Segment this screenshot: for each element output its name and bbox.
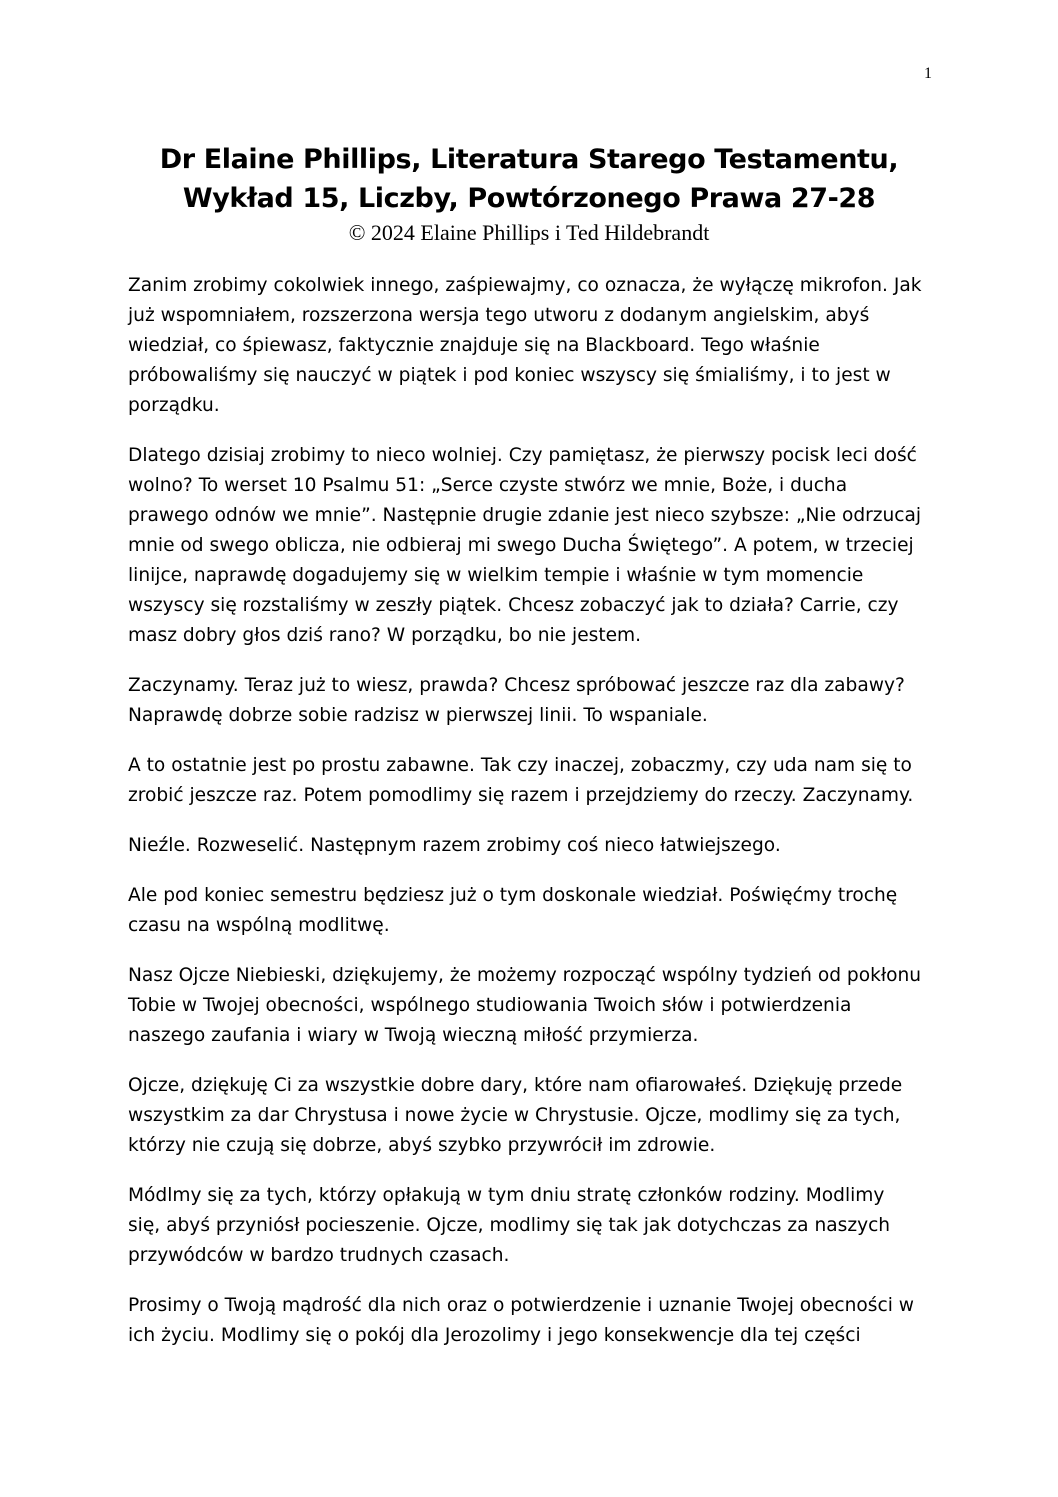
paragraph xyxy=(128,1181,938,1271)
text-line: Nieźle. Rozweselić. Następnym razem zrobimy coś nieco łatwiejszego. xyxy=(128,835,781,856)
text-line: Dlatego dzisiaj zrobimy to nieco wolniej. Czy pamiętasz, że pierwszy pocisk leci dość xyxy=(128,445,917,466)
text-line: wszyscy się rozstaliśmy w zeszły piątek. Chcesz zobaczyć jak to działa? Carrie, czy xyxy=(128,595,899,616)
text-line: Prosimy o Twoją mądrość dla nich oraz o potwierdzenie i uznanie Twojej obecności w xyxy=(128,1295,914,1316)
text-line: się, abyś przyniósł pocieszenie. Ojcze, modlimy się tak jak dotychczas za naszych xyxy=(128,1215,891,1236)
paragraph xyxy=(128,671,938,731)
text-line: Nasz Ojcze Niebieski, dziękujemy, że możemy rozpocząć wspólny tydzień od pokłonu xyxy=(128,965,922,986)
text-line: naszego zaufania i wiary w Twoją wieczną miłość przymierza. xyxy=(128,1025,699,1046)
text-line: zrobić jeszcze raz. Potem pomodlimy się razem i przejdziemy do rzeczy. Zaczynamy. xyxy=(128,785,914,806)
text-line: Naprawdę dobrze sobie radzisz w pierwszej linii. To wspaniale. xyxy=(128,705,708,726)
text-line: wszystkim za dar Chrystusa i nowe życie w Chrystusie. Ojcze, modlimy się za tych, xyxy=(128,1105,901,1126)
paragraph xyxy=(128,751,938,811)
text-line: przywódców w bardzo trudnych czasach. xyxy=(128,1245,510,1266)
paragraph xyxy=(128,881,938,941)
text-line: masz dobry głos dziś rano? W porządku, bo nie jestem. xyxy=(128,625,642,646)
text-line: Zaczynamy. Teraz już to wiesz, prawda? Chcesz spróbować jeszcze raz dla zabawy? xyxy=(128,675,905,696)
text-line: próbowaliśmy się nauczyć w piątek i pod koniec wszyscy się śmialiśmy, i to jest w xyxy=(128,365,891,386)
text-line: Zanim zrobimy cokolwiek innego, zaśpiewajmy, co oznacza, że wyłączę mikrofon. Jak xyxy=(128,275,922,296)
copyright-notice: © 2024 Elaine Phillips i Ted Hildebrandt xyxy=(348,220,710,245)
text-line: Módlmy się za tych, którzy opłakują w tym dniu stratę członków rodziny. Modlimy xyxy=(128,1185,885,1206)
text-line: mnie od swego oblicza, nie odbieraj mi swego Ducha Świętego”. A potem, w trzeciej xyxy=(128,535,914,556)
title-line: Wykład 15, Liczby, Powtórzonego Prawa 27-28 xyxy=(182,183,876,214)
text-line: prawego odnów we mnie”. Następnie drugie zdanie jest nieco szybsze: „Nie odrzucaj xyxy=(128,505,922,526)
paragraph xyxy=(128,961,938,1051)
document-title xyxy=(100,140,958,218)
text-line: wiedział, co śpiewasz, faktycznie znajduje się na Blackboard. Tego właśnie xyxy=(128,335,820,356)
text-line: którzy nie czują się dobrze, abyś szybko przywrócił im zdrowie. xyxy=(128,1135,716,1156)
text-line: Tobie w Twojej obecności, wspólnego studiowania Twoich słów i potwierdzenia xyxy=(128,995,852,1016)
text-line: linijce, naprawdę dogadujemy się w wielkim tempie i właśnie w tym momencie xyxy=(128,565,864,586)
paragraph xyxy=(128,1291,938,1351)
text-line: A to ostatnie jest po prostu zabawne. Tak czy inaczej, zobaczmy, czy uda nam się to xyxy=(128,755,912,776)
paragraph xyxy=(128,441,938,651)
text-line: ich życiu. Modlimy się o pokój dla Jerozolimy i jego konsekwencje dla tej części xyxy=(128,1325,861,1346)
text-line: Ojcze, dziękuję Ci za wszystkie dobre dary, które nam ofiarowałeś. Dziękuję przede xyxy=(128,1075,903,1096)
paragraph xyxy=(128,1071,938,1161)
text-line: wolno? To werset 10 Psalmu 51: „Serce czyste stwórz we mnie, Boże, i ducha xyxy=(128,475,848,496)
title-line: Dr Elaine Phillips, Literatura Starego Testamentu, xyxy=(159,144,899,175)
text-line: już wspomniałem, rozszerzona wersja tego utworu z dodanym angielskim, abyś xyxy=(128,305,870,326)
paragraph xyxy=(128,271,938,421)
page-number: 1 xyxy=(924,65,932,82)
text-line: porządku. xyxy=(128,395,220,416)
document-body xyxy=(128,271,938,1371)
paragraph xyxy=(128,831,938,861)
text-line: czasu na wspólną modlitwę. xyxy=(128,915,390,936)
text-line: Ale pod koniec semestru będziesz już o tym doskonale wiedział. Poświęćmy trochę xyxy=(128,885,898,906)
